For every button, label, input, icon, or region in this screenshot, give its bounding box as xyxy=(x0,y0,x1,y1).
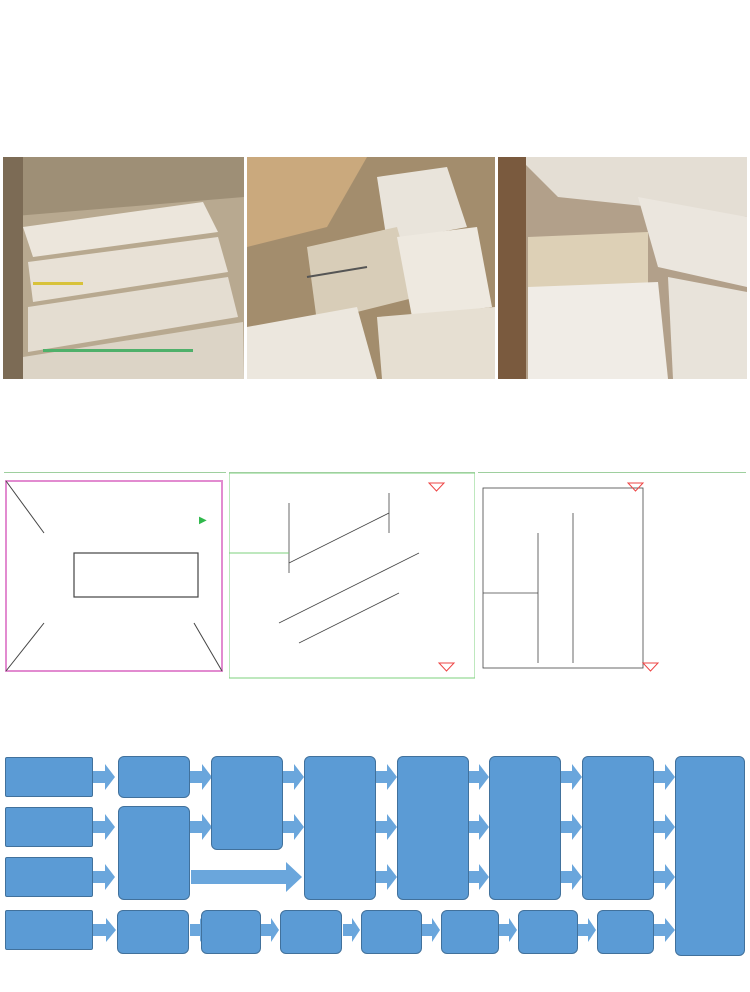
wood-step-surface-coating xyxy=(518,910,578,954)
stair-section-drawing xyxy=(478,472,746,681)
wood-step-under-coating xyxy=(441,910,499,954)
wood-step-gloss-painting xyxy=(597,910,654,954)
input-casting-parts xyxy=(5,757,93,797)
step-polishing xyxy=(397,756,469,900)
wood-step-shaping xyxy=(280,910,342,954)
stair-photo-3 xyxy=(498,157,747,379)
wood-step-bonding xyxy=(201,910,261,954)
step-hole-drilling xyxy=(304,756,376,900)
input-wood-handrails xyxy=(5,910,93,950)
stair-photo-2 xyxy=(247,157,495,379)
svg-text:▶: ▶ xyxy=(199,515,207,526)
step-surface-finishing xyxy=(489,756,561,900)
input-panels xyxy=(5,807,93,847)
stair-photo-1 xyxy=(3,157,244,379)
step-packing xyxy=(675,756,745,956)
wood-step-polishing xyxy=(361,910,422,954)
input-tubes xyxy=(5,857,93,897)
step-cutting-carving xyxy=(118,806,190,900)
step-casting xyxy=(118,756,190,798)
step-edging xyxy=(211,756,283,850)
stair-elevation-drawing xyxy=(229,472,475,681)
wood-step-material-cutting xyxy=(117,910,189,954)
step-assembling xyxy=(582,756,654,900)
stair-plan-drawing xyxy=(4,472,226,681)
